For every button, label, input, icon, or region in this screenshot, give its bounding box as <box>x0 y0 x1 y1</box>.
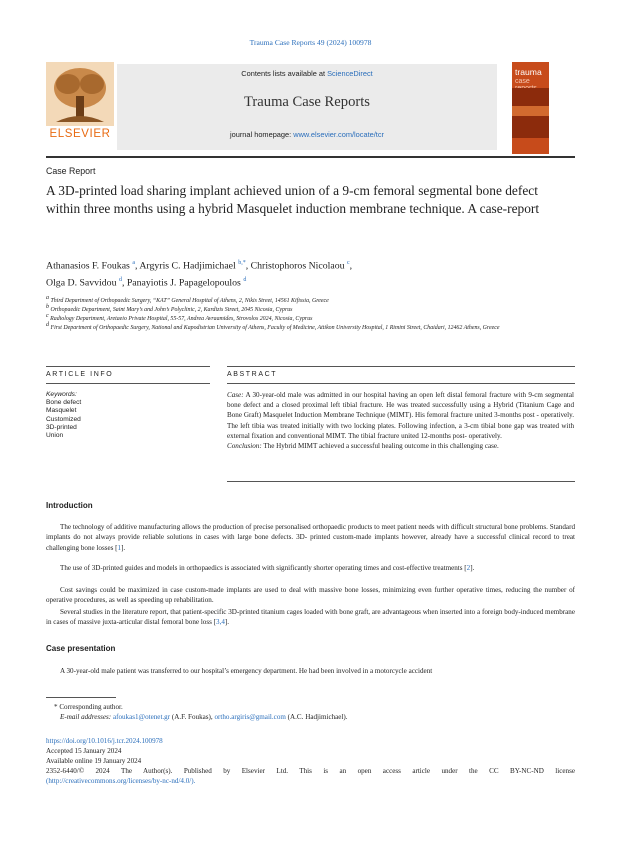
article-info-heading: ARTICLE INFO <box>46 371 114 378</box>
corresponding-author-note: * Corresponding author. <box>54 703 123 711</box>
keyword: Bone defect <box>46 399 82 407</box>
abstract-heading: ABSTRACT <box>227 371 278 378</box>
abstract-conclusion-label: Conclusion: <box>227 442 262 451</box>
author-2-affil[interactable]: b,* <box>238 260 246 266</box>
elsevier-wordmark: ELSEVIER <box>49 128 111 140</box>
abstract-rule-top <box>227 366 575 367</box>
keyword: Masquelet <box>46 407 77 415</box>
email-link-2[interactable]: ortho.argiris@gmail.com <box>214 713 286 721</box>
abstract-conclusion-text: The Hybrid MIMT achieved a successful healing outcome in this challenging case. <box>261 442 499 451</box>
author-4: Olga D. Savvidou <box>46 277 117 289</box>
affiliation-b: $^b$ Orthopaedic Department, Saint Mary’s and John’s Polyclinic, 2, Kardizis Street, 2045 Nicosia, Cyprus <box>46 304 293 313</box>
author-3: Christophoros Nicolaou <box>250 260 345 272</box>
citation-link[interactable]: 3,4 <box>216 618 225 627</box>
journal-homepage: journal homepage: www.elsevier.com/locate/tcr <box>229 130 385 139</box>
affiliation-a: $^a$ Third Department of Orthopaedic Surgery, “KAT” General Hospital of Athens, 2, Nikis Street, 14561 Kifissia, Greece <box>46 295 329 304</box>
keywords-label: Keywords: <box>46 391 77 398</box>
affiliation-d: $^d$ First Department of Orthopaedic Surgery, National and Kapodistrian University of Athens, Faculty of Medicine, Attikon University Hospital, 1 Rimini Street, Chaidari, 12462 Athens, Greece <box>46 322 500 331</box>
author-1: Athanasios F. Foukas <box>46 260 130 272</box>
article-info-rule-top <box>46 366 210 367</box>
article-info-rule <box>46 383 210 384</box>
journal-reference-link[interactable]: Trauma Case Reports 49 (2024) 100978 <box>249 38 372 47</box>
cover-title-2: case <box>515 78 530 85</box>
sciencedirect-link[interactable]: ScienceDirect <box>327 69 373 78</box>
intro-paragraph-1: The technology of additive manufacturing allows the production of precise personalised orthopaedic products to meet patient needs with difficult structural bone problems. Standard implants do not always provide reliable solutions in cases with large bone defects. 3D- printed custom-made implants however, already have a successful clinical record to treat challenging bone losses [1]. <box>46 523 575 552</box>
citation-link[interactable]: 2 <box>466 564 471 572</box>
case-presentation-heading: Case presentation <box>46 644 116 653</box>
author-3-affil[interactable]: c <box>346 260 350 266</box>
footnote-rule <box>46 697 116 698</box>
article-type: Case Report <box>46 166 96 176</box>
abstract-case-label: Case: <box>227 391 244 399</box>
doi[interactable] <box>46 736 163 746</box>
citation-link[interactable]: 1 <box>117 543 122 552</box>
abstract-rule <box>227 383 575 384</box>
license-link[interactable]: (http://creativecommons.org/licenses/by-nc-nd/4.0/). <box>46 777 196 785</box>
journal-name: Trauma Case Reports <box>244 94 370 110</box>
affiliation-c: $^c$ Radiology Department, Aretaeio Private Hospital, 55-57, Andrea Avraamides, Strovolos 2024, Nicosia, Cyprus <box>46 313 313 322</box>
author-list: Athanasios F. Foukas $^a$, Argyris C. Hadjimichael $^{b,*}$, Christophoros Nicolaou $^c$, Olga D. Savvidou $^d$, Panayiotis J. Papagelopoulos $^d$ <box>46 260 353 289</box>
abstract-case-text: A 30-year-old male was admitted in our hospital having an open left distal femoral fracture with 9-cm segmental bone defect and a closed proximal left tibial fracture. He was treated successfully using a Hybrid (Titanium Cage and Bone Graft) Masquelet Induction Membrane Technique (MIMT). His femoral fracture united 3-months post - operatively. The left tibia was treated initially with two locking plates. Following infection, a 3-cm tibial bone gap was treated with external fixation and conventional MIMT. The tibial fracture united 12-months post- operatively. <box>227 391 574 440</box>
homepage-link[interactable]: www.elsevier.com/locate/tcr <box>293 130 385 139</box>
author-5: Panayiotis J. Papagelopoulos <box>126 277 241 289</box>
doi-link[interactable]: https://doi.org/10.1016/j.tcr.2024.100978 <box>46 737 163 745</box>
journal-header <box>117 64 497 150</box>
introduction-heading: Introduction <box>46 501 93 510</box>
journal-reference[interactable] <box>0 38 621 47</box>
article-title: A 3D-printed load sharing implant achieved union of a 9-cm femoral segmental bone defect within three months using a hybrid Masquelet induction membrane technique. A case-report <box>46 183 540 216</box>
accepted-date: Accepted 15 January 2024 <box>46 747 122 755</box>
abstract-text <box>227 390 574 451</box>
keywords-block <box>46 391 81 440</box>
available-date: Available online 19 January 2024 <box>46 757 142 765</box>
cover-title-1: trauma <box>515 67 542 77</box>
keyword: 3D-printed <box>46 423 77 431</box>
author-5-affil[interactable]: d <box>243 277 247 284</box>
header-divider <box>46 156 575 158</box>
intro-paragraph-4: Several studies in the literature report, that patient-specific 3D-printed titanium cages loaded with bone graft, are advantageous when inserted into a foreign body-induced membrane in cases of massive juxta-articular distal femoral bone loss [3,4]. <box>46 608 575 627</box>
author-4-affil[interactable]: d <box>118 277 122 284</box>
license-statement: 2352-6440/© 2024 The Author(s). Published by Elsevier Ltd. This is an open access article under the CC BY-NC-ND license <box>46 767 575 775</box>
abstract-rule-bottom <box>227 481 575 482</box>
intro-paragraph-2: The use of 3D-printed guides and models in orthopaedics is associated with significantly shorter operating times and cost-effective treatments [2]. <box>60 564 475 572</box>
contents-line: Contents lists available at ScienceDirect <box>241 69 373 78</box>
author-2: Argyris C. Hadjimichael <box>139 260 236 272</box>
keyword: Customized <box>46 415 81 423</box>
keyword: Union <box>46 432 64 440</box>
author-1-affil[interactable]: a <box>132 260 135 266</box>
email-addresses: E-mail addresses: afoukas1@otenet.gr (A.F. Foukas), ortho.argiris@gmail.com (A.C. Hadjimichael). <box>60 713 348 721</box>
intro-paragraph-3: Cost savings could be maximized in case custom-made implants are used to deal with massive bone losses, minimizing even further operative times, reducing the number of operative procedures, as well as speeding up rehabilitation. <box>46 586 575 605</box>
journal-cover-image <box>512 62 549 154</box>
license-url[interactable] <box>46 776 195 786</box>
case-paragraph-1: A 30-year-old male patient was transferred to our hospital’s emergency department. He had been involved in a motorcycle accident <box>60 667 433 675</box>
email-link-1[interactable]: afoukas1@otenet.gr <box>112 713 171 721</box>
cover-stripe-accent <box>512 106 549 116</box>
